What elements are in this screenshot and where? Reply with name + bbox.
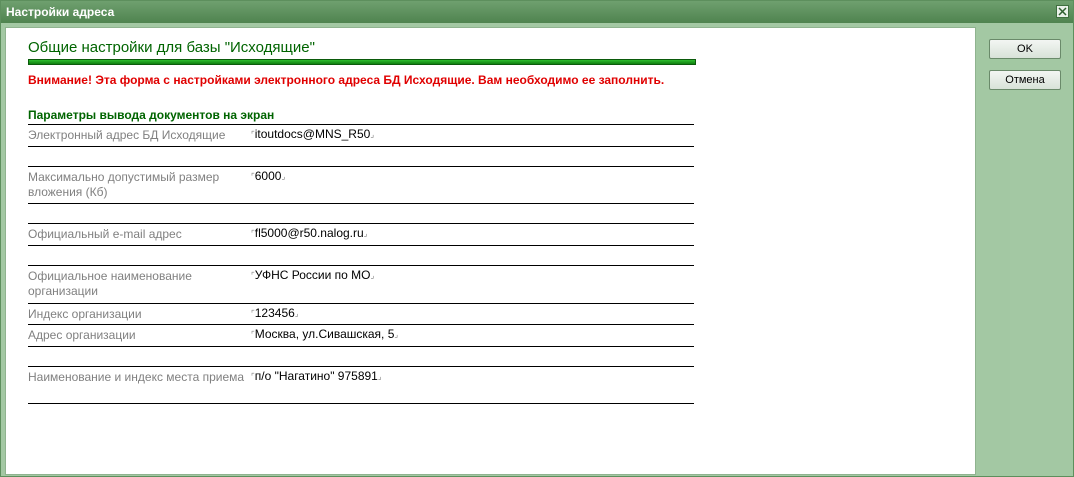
field-input-email-db[interactable]: ⌜itoutdocs@MNS_R50⌟ xyxy=(251,127,375,141)
row-divider xyxy=(28,347,694,367)
close-button[interactable] xyxy=(1056,5,1069,18)
field-label: Наименование и индекс места приема xyxy=(28,370,245,384)
field-row-org-name xyxy=(28,266,694,304)
field-row-org-index xyxy=(28,304,694,325)
field-label: Индекс организации xyxy=(28,307,142,321)
field-open-marker: ⌜ xyxy=(251,130,255,139)
close-icon xyxy=(1058,7,1067,16)
field-close-marker: ⌟ xyxy=(377,372,382,381)
field-open-marker: ⌜ xyxy=(251,271,255,280)
field-input-org-address[interactable]: ⌜Москва, ул.Сивашская, 5⌟ xyxy=(251,327,399,341)
field-close-marker: ⌟ xyxy=(281,172,286,181)
field-row-email-db xyxy=(28,125,694,147)
field-open-marker: ⌜ xyxy=(251,229,255,238)
form-panel xyxy=(5,27,976,475)
field-row-reception xyxy=(28,367,694,404)
warning-message: Внимание! Эта форма с настройками электронного адреса БД Исходящие. Вам необходимо ее заполнить. xyxy=(28,73,665,87)
field-close-marker: ⌟ xyxy=(363,229,368,238)
action-panel xyxy=(977,27,1073,475)
field-input-org-name[interactable]: ⌜УФНС России по МО⌟ xyxy=(251,268,375,282)
field-row-org-address xyxy=(28,325,694,347)
field-row-max-size xyxy=(28,167,694,204)
field-close-marker: ⌟ xyxy=(370,271,375,280)
section-title: Параметры вывода документов на экран xyxy=(28,108,275,122)
row-divider xyxy=(28,246,694,266)
field-close-marker: ⌟ xyxy=(370,130,375,139)
field-open-marker: ⌜ xyxy=(251,372,255,381)
field-close-marker: ⌟ xyxy=(294,309,299,318)
title-bar[interactable] xyxy=(1,1,1073,23)
field-input-max-size[interactable]: ⌜6000⌟ xyxy=(251,169,286,183)
field-label: Официальное наименование организации xyxy=(28,269,192,298)
field-input-official-email[interactable]: ⌜fl5000@r50.nalog.ru⌟ xyxy=(251,226,368,240)
form-heading: Общие настройки для базы "Исходящие" xyxy=(28,39,315,56)
field-open-marker: ⌜ xyxy=(251,309,255,318)
cancel-button[interactable]: Отмена xyxy=(989,70,1061,90)
field-input-org-index[interactable]: ⌜123456⌟ xyxy=(251,306,299,320)
window-title: Настройки адреса xyxy=(6,5,115,19)
ok-button[interactable]: OK xyxy=(989,39,1061,59)
field-close-marker: ⌟ xyxy=(394,330,399,339)
heading-underline xyxy=(28,59,696,65)
field-row-official-email xyxy=(28,224,694,246)
field-label: Электронный адрес БД Исходящие xyxy=(28,128,226,142)
field-label: Официальный e-mail адрес xyxy=(28,227,182,241)
field-label: Адрес организации xyxy=(28,328,136,342)
row-divider xyxy=(28,204,694,224)
field-open-marker: ⌜ xyxy=(251,330,255,339)
field-input-reception[interactable]: ⌜п/о "Нагатино" 975891⌟ xyxy=(251,369,382,383)
field-label: Максимально допустимый размер вложения (Кб) xyxy=(28,170,220,199)
row-divider xyxy=(28,147,694,167)
field-open-marker: ⌜ xyxy=(251,172,255,181)
